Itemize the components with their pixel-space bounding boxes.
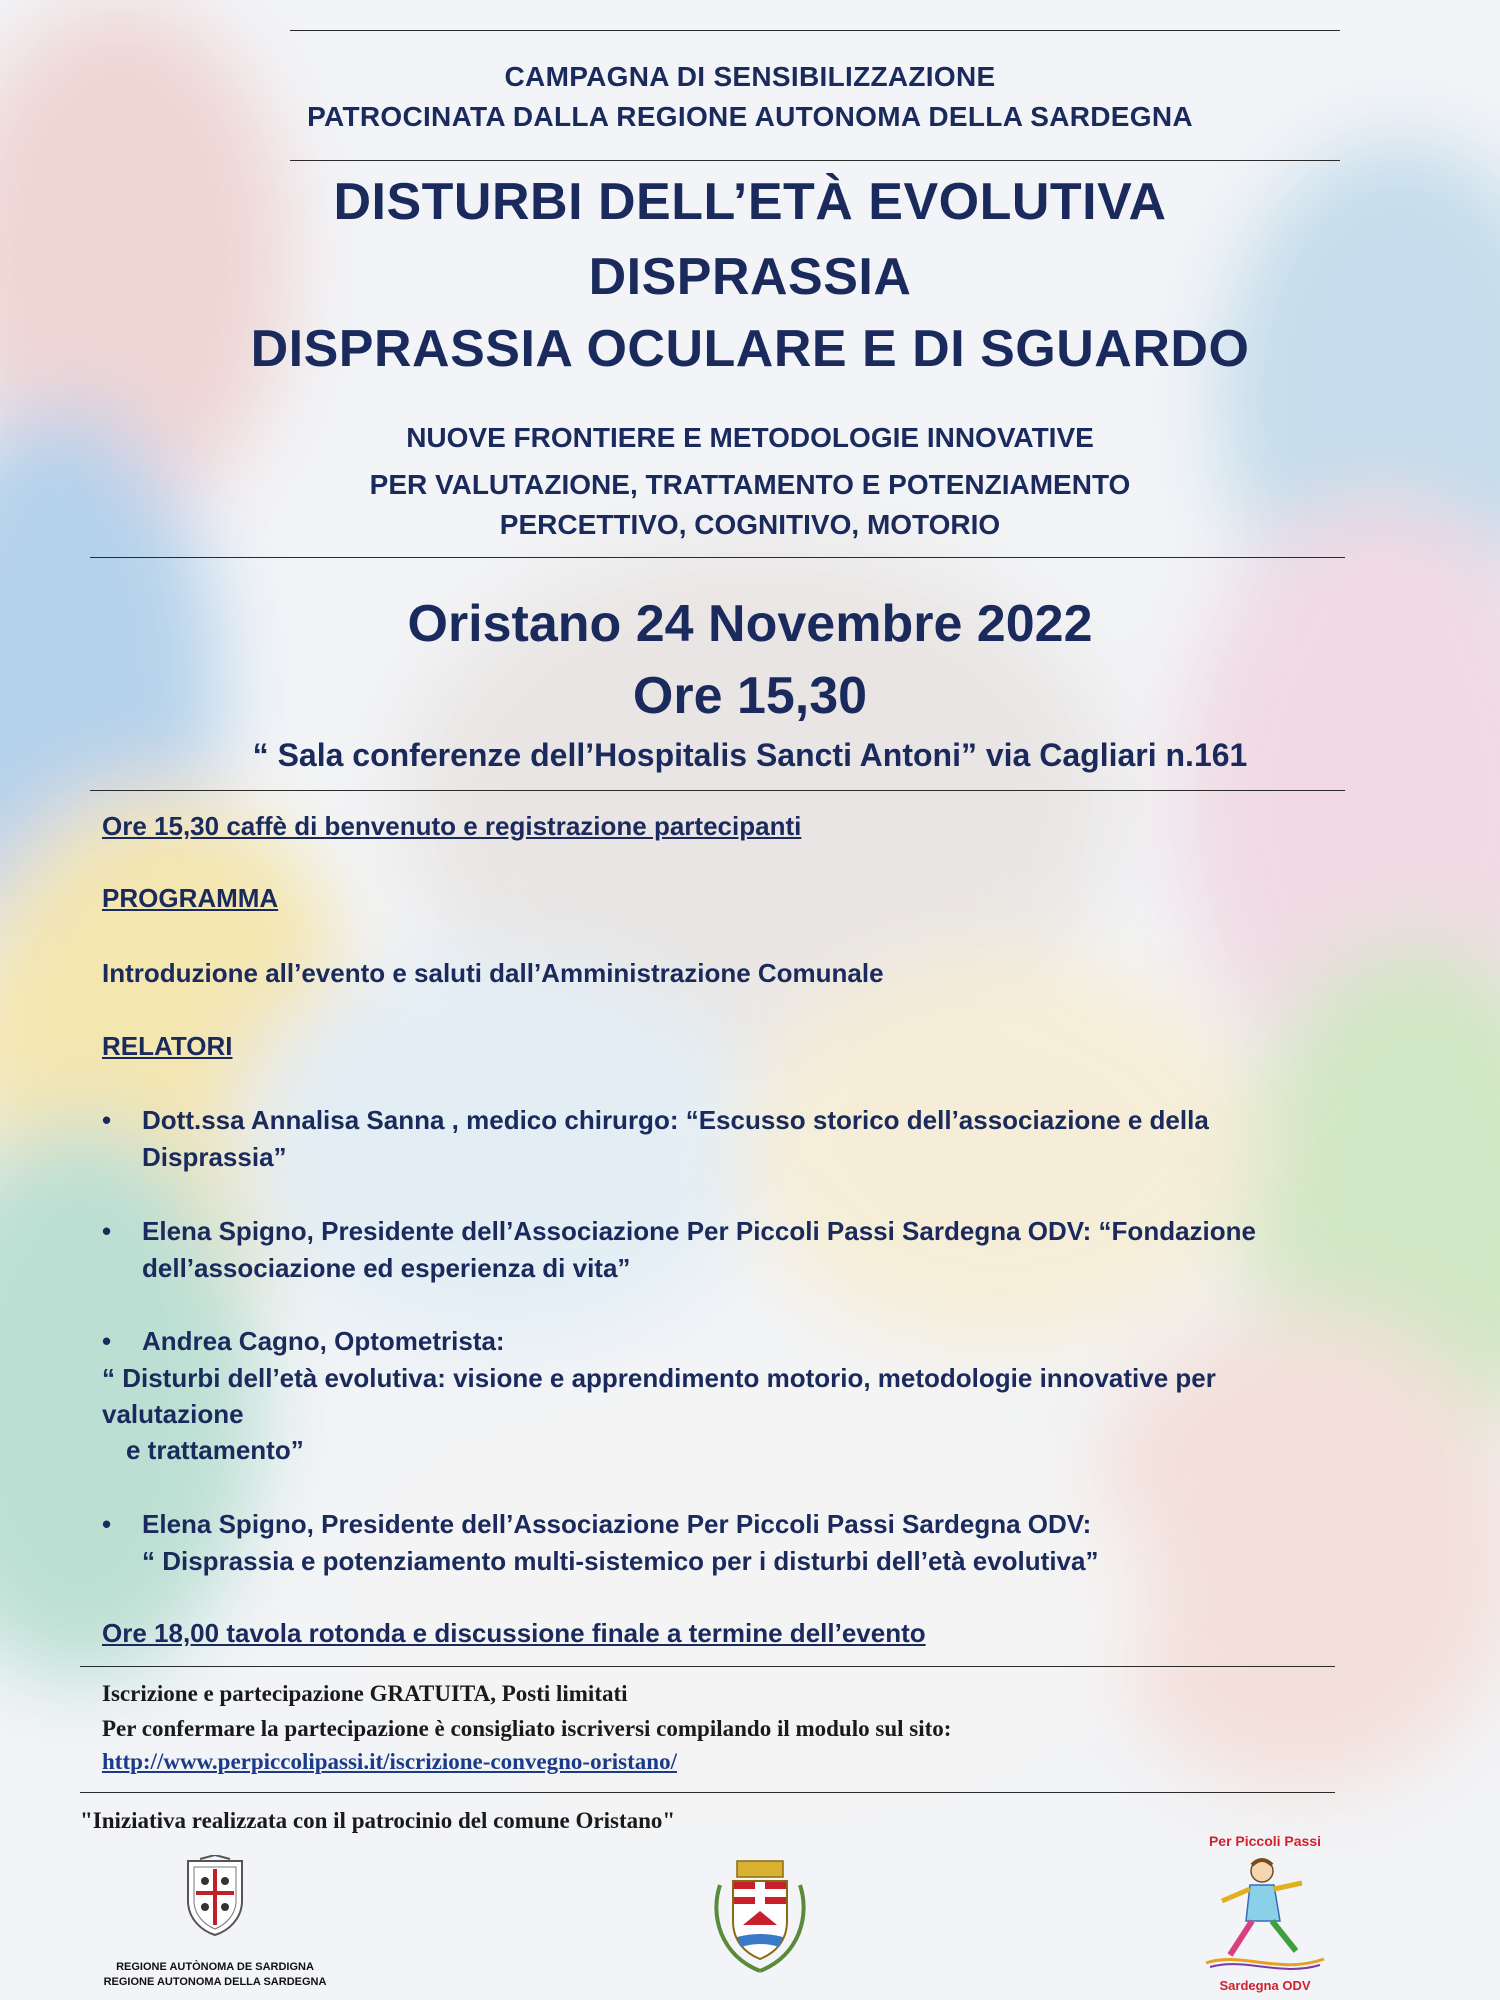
program-heading: PROGRAMMA [102, 883, 279, 913]
divider [290, 30, 1340, 31]
closing-line: Ore 18,00 tavola rotonda e discussione finale a termine dell’evento [102, 1618, 926, 1648]
cagno-talk-line-2: valutazione [102, 1399, 244, 1429]
intro-line: Introduzione all’evento e saluti dall’Amministrazione Comunale [102, 958, 884, 988]
bullet-icon: • [102, 1326, 112, 1356]
title-line-2: DISPRASSIA [588, 248, 912, 306]
bullet-icon: • [102, 1509, 112, 1539]
speakers-heading: RELATORI [102, 1031, 233, 1061]
region-sardinia-logo [95, 1855, 335, 1995]
subtitle-line-2: PER VALUTAZIONE, TRATTAMENTO E POTENZIAMENTO [369, 469, 1131, 500]
divider [80, 1666, 1335, 1667]
registration-line-2: Per confermare la partecipazione è consigliato iscriversi compilando il modulo sul sito: [102, 1716, 952, 1741]
title-line-1: DISTURBI DELL’ETÀ EVOLUTIVA [333, 173, 1167, 231]
campaign-line-2: PATROCINATA DALLA REGIONE AUTONOMA DELLA SARDEGNA [307, 101, 1193, 132]
event-time: Ore 15,30 [632, 667, 868, 725]
divider [290, 160, 1340, 161]
event-date: Oristano 24 Novembre 2022 [407, 595, 1093, 653]
speaker-item: • Elena Spigno, Presidente dell’Associazione Per Piccoli Passi Sardegna ODV: “Fondazione dell’associazione ed esperienza di vita” [102, 1213, 1392, 1287]
cagno-talk-line-3: e trattamento” [126, 1435, 304, 1465]
cagno-talk-line-1: “ Disturbi dell’età evolutiva: visione e apprendimento motorio, metodologie innovative per [102, 1363, 1216, 1393]
region-name-italian: REGIONE AUTONOMA DELLA SARDEGNA [103, 1976, 327, 1988]
event-venue: “ Sala conferenze dell’Hospitalis Sancti Antoni” via Cagliari n.161 [252, 737, 1248, 773]
per-piccoli-passi-logo [1190, 1833, 1340, 1998]
region-sardinia-emblem-icon [180, 1855, 250, 1939]
divider [80, 1792, 1335, 1793]
speaker-item: • Andrea Cagno, Optometrista: [102, 1323, 1392, 1360]
campaign-line-1: CAMPAGNA DI SENSIBILIZZAZIONE [504, 61, 996, 92]
assoc-name-bottom: Sardegna ODV [1219, 1978, 1311, 1993]
patronage-note: "Iniziativa realizzata con il patrocinio del comune Oristano" [80, 1808, 676, 1833]
title-line-3: DISPRASSIA OCULARE E DI SGUARDO [250, 320, 1250, 378]
bullet-icon: • [102, 1216, 112, 1246]
oristano-coat-of-arms-icon [705, 1855, 815, 1975]
speaker-item: • Dott.ssa Annalisa Sanna , medico chirurgo: “Escusso storico dell’associazione e della Disprassia” [102, 1102, 1392, 1176]
welcome-line: Ore 15,30 caffè di benvenuto e registrazione partecipanti [102, 811, 802, 841]
subtitle-line-3: PERCETTIVO, COGNITIVO, MOTORIO [499, 509, 1001, 540]
speaker-item: • Elena Spigno, Presidente dell’Associazione Per Piccoli Passi Sardegna ODV: “ Disprassia e potenziamento multi-sistemico per i disturbi dell’età evolutiva” [102, 1506, 1392, 1580]
registration-link[interactable]: http://www.perpiccolipassi.it/iscrizione-convegno-oristano/ [102, 1749, 677, 1774]
assoc-name-top: Per Piccoli Passi [1208, 1833, 1322, 1849]
bullet-icon: • [102, 1105, 112, 1135]
region-name-sardinian: REGIONE AUTÒNOMA DE SARDIGNA [116, 1961, 314, 1973]
registration-line-1: Iscrizione e partecipazione GRATUITA, Posti limitati [102, 1681, 628, 1706]
divider [90, 557, 1345, 558]
per-piccoli-passi-logo-icon [1200, 1855, 1330, 1973]
divider [90, 790, 1345, 791]
subtitle-line-1: NUOVE FRONTIERE E METODOLOGIE INNOVATIVE [406, 422, 1094, 453]
